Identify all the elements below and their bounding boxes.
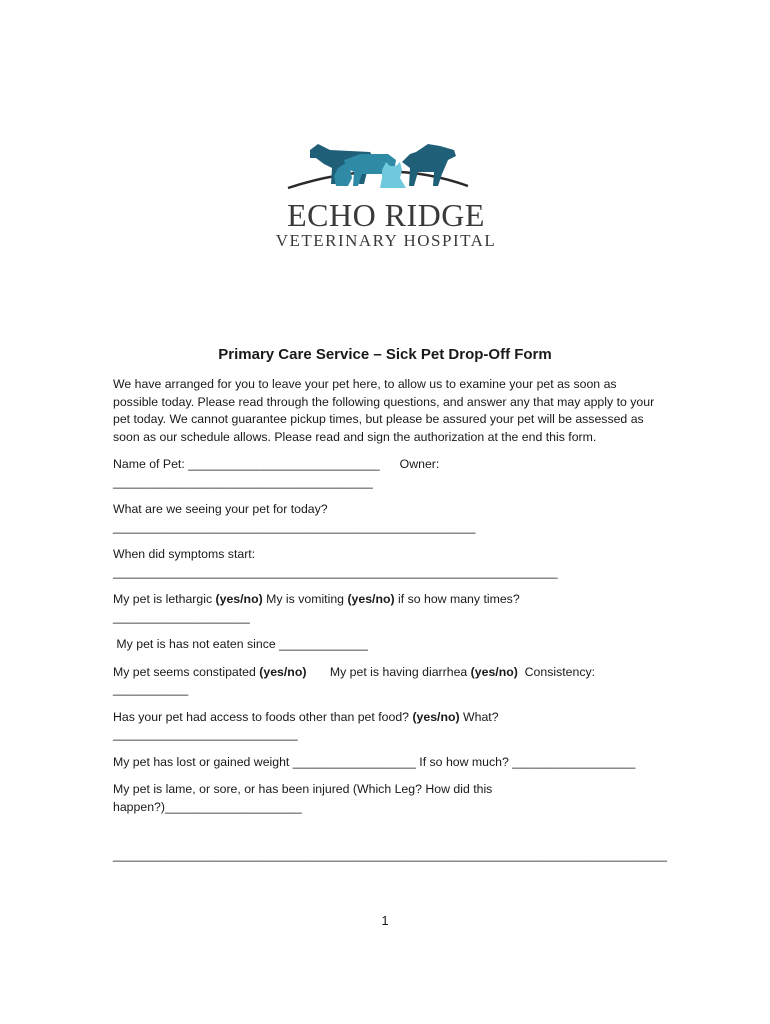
lethargic-label: My pet is lethargic (113, 592, 213, 606)
pet-name-field[interactable]: Name of Pet: ____________________________ (113, 457, 380, 471)
symptoms-field[interactable]: _________________________________________________________________ (113, 564, 558, 579)
constipated-diarrhea-row (113, 664, 658, 699)
foods-label: Has your pet had access to foods other than pet food? (113, 709, 410, 724)
foods-what-label: What? (463, 709, 499, 724)
lethargic-vomiting-row (113, 591, 658, 626)
foods-what-field[interactable]: ___________________________ (113, 727, 298, 741)
constipated-yes-no[interactable]: (yes/no) (259, 664, 307, 679)
weight-row (113, 754, 658, 772)
not-eaten-row (113, 636, 658, 654)
constipated-label: My pet seems constipated (113, 664, 256, 679)
clinic-logo (240, 138, 530, 253)
intro-paragraph: We have arranged for you to leave your pet here, to allow us to examine your pet as soon as possible today. Please read through the following questions, and answer any that may apply to your pet today. We cannot guarantee pickup times, but please be assured your pet will be assessed as soon as our schedule allows. Please read and sign the authorization at the end this form. (113, 377, 655, 444)
form-title: Primary Care Service – Sick Pet Drop-Off Form (218, 346, 552, 363)
foods-row (113, 709, 658, 744)
consistency-field[interactable]: ___________ (113, 682, 189, 696)
animals-silhouette-icon (240, 138, 530, 198)
diarrhea-yes-no[interactable]: (yes/no) (470, 664, 518, 679)
clinic-subtitle: VETERINARY HOSPITAL (275, 231, 497, 250)
page-number: 1 (381, 913, 389, 928)
lame-field[interactable]: My pet is lame, or sore, or has been injured (Which Leg? How did this happen?)____________________ (113, 782, 493, 814)
weight-field[interactable]: My pet has lost or gained weight __________________ If so how much? __________________ (113, 754, 636, 769)
not-eaten-field[interactable]: My pet is has not eaten since _____________ (113, 637, 369, 651)
vomiting-label: My is vomiting (266, 592, 345, 606)
reason-row (113, 501, 658, 536)
form-body (113, 376, 658, 826)
diarrhea-label: My pet is having diarrhea (329, 664, 468, 679)
reason-field[interactable]: _____________________________________________________ (113, 519, 476, 534)
lame-row (113, 781, 513, 816)
foods-yes-no[interactable]: (yes/no) (412, 709, 460, 724)
symptoms-row (113, 546, 658, 581)
clinic-name: ECHO RIDGE (287, 197, 485, 233)
symptoms-label: When did symptoms start: (113, 547, 256, 561)
owner-field[interactable]: ______________________________________ (113, 474, 373, 489)
vomiting-yes-no[interactable]: (yes/no) (347, 592, 395, 606)
consistency-label: Consistency: (524, 664, 596, 679)
pet-owner-row (113, 456, 658, 491)
vomiting-times-label: if so how many times? (398, 592, 520, 606)
reason-label: What are we seeing your pet for today? (113, 502, 328, 516)
owner-label: Owner: (399, 457, 440, 471)
notes-line[interactable]: _________________________________________________________________________________ (113, 848, 667, 862)
lethargic-yes-no[interactable]: (yes/no) (215, 592, 263, 606)
vomiting-times-field[interactable]: ____________________ (113, 609, 250, 624)
